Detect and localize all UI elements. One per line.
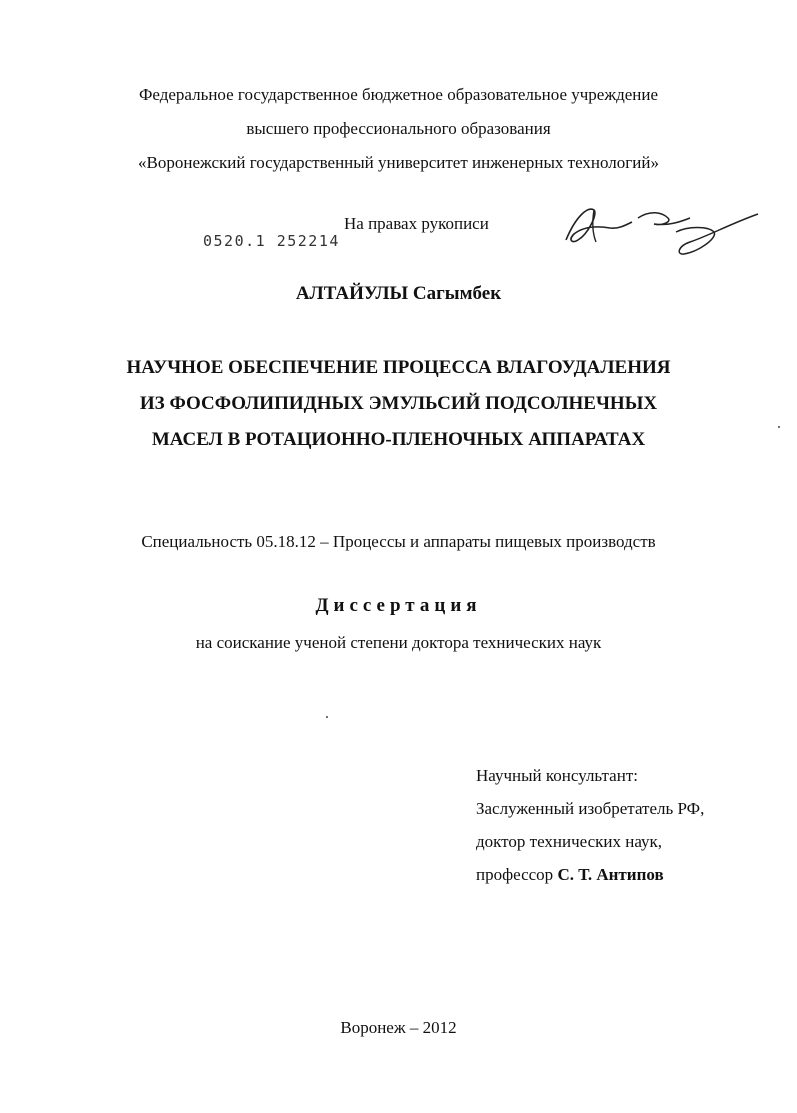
advisor-rank-name xyxy=(476,858,704,891)
title-line-2: ИЗ ФОСФОЛИПИДНЫХ ЭМУЛЬСИЙ ПОДСОЛНЕЧНЫХ xyxy=(139,393,658,414)
manuscript-rights-label: На правах рукописи xyxy=(344,214,489,233)
organization-line-3: «Воронежский государственный университет инженерных технологий» xyxy=(138,153,659,172)
title-line-1: НАУЧНОЕ ОБЕСПЕЧЕНИЕ ПРОЦЕССА ВЛАГОУДАЛЕНИЯ xyxy=(126,357,671,378)
handwritten-signature xyxy=(558,196,768,266)
scan-speck xyxy=(326,716,328,718)
advisor-name: С. Т. Антипов xyxy=(557,865,664,884)
author-name: АЛТАЙУЛЫ Сагымбек xyxy=(295,283,502,304)
advisor-rank: профессор xyxy=(476,865,554,884)
title-line-3: МАСЕЛ В РОТАЦИОННО-ПЛЕНОЧНЫХ АППАРАТАХ xyxy=(151,429,646,450)
advisor-title-1: Заслуженный изобретатель РФ, xyxy=(476,799,705,818)
advisor-title-2: доктор технических наук, xyxy=(476,832,663,851)
advisor-role: Научный консультант: xyxy=(476,766,638,785)
city-year: Воронеж – 2012 xyxy=(340,1018,457,1037)
registration-number: 0520.1 252214 xyxy=(203,232,340,250)
dissertation-title xyxy=(0,350,797,458)
scientific-advisor-block xyxy=(476,759,704,891)
organization-line-1: Федеральное государственное бюджетное образовательное учреждение xyxy=(138,85,659,104)
organization-block xyxy=(0,78,797,180)
document-type-heading: Диссертация xyxy=(315,595,482,616)
organization-line-2: высшего профессионального образования xyxy=(246,119,551,138)
scan-speck xyxy=(778,426,780,428)
specialty-line: Специальность 05.18.12 – Процессы и аппараты пищевых производств xyxy=(141,532,656,551)
degree-line: на соискание ученой степени доктора технических наук xyxy=(195,633,602,652)
